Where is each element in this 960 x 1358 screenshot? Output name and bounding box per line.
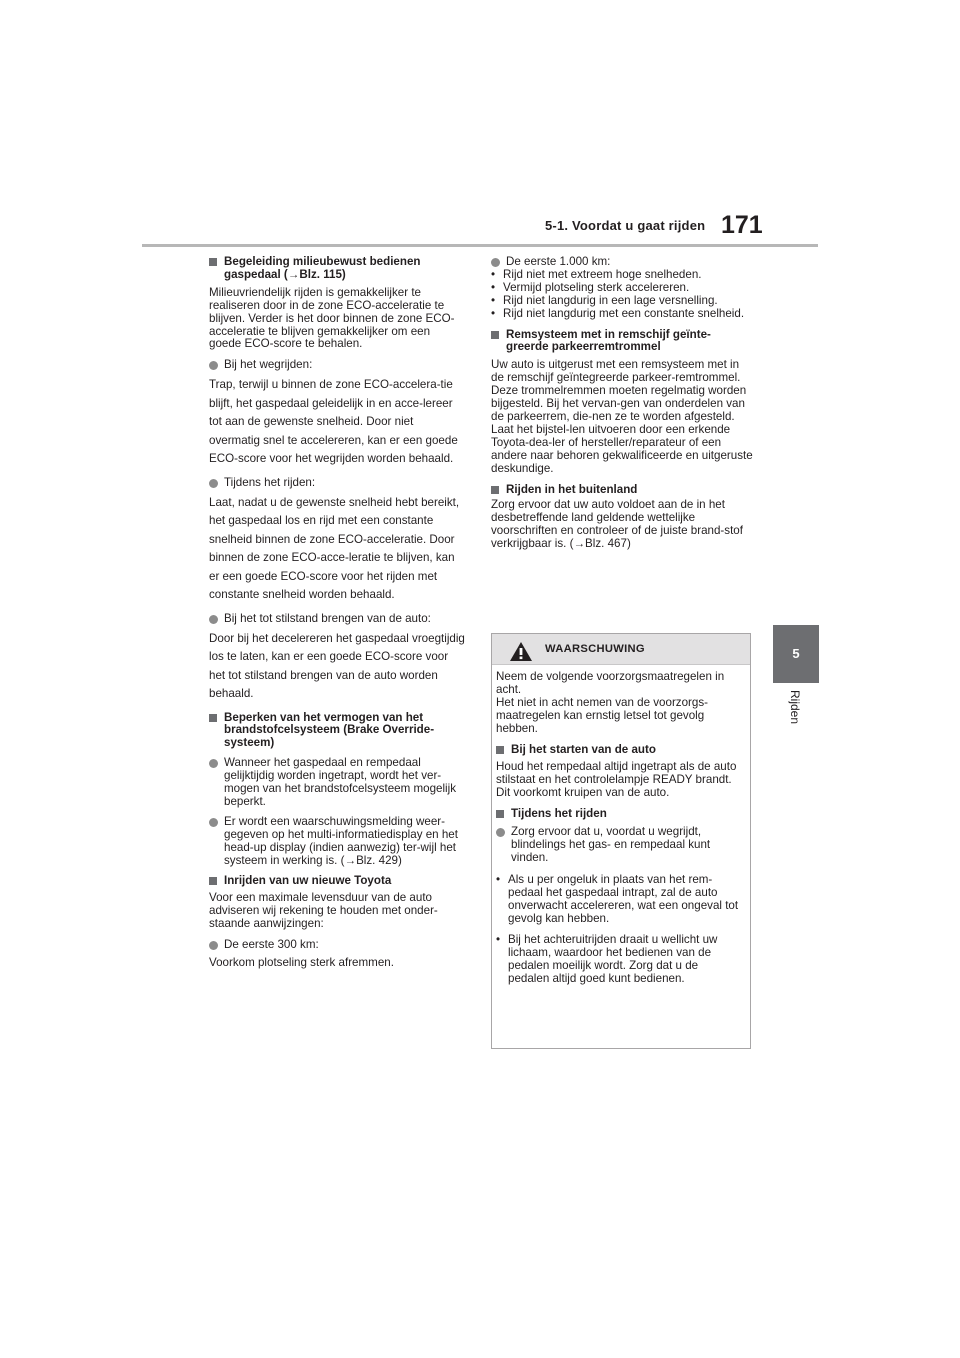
list-item: • Rijd niet met extreem hoge snelheden.	[491, 269, 753, 282]
bullet: Tijdens het rijden:	[209, 477, 465, 490]
paragraph: Voorkom plotseling sterk afremmen.	[209, 956, 394, 970]
paragraph: Door bij het decelereren het gaspedaal vroegtijdig los te laten, kan er een goede ECO-score voor het tot stilstand brengen van de auto worden behaald.	[209, 631, 465, 701]
bullet: Wanneer het gaspedaal en rempedaal gelijktijdig worden ingetrapt, wordt het ver-mogen van het brandstofcelsysteem mogelijk beperkt.	[209, 757, 465, 809]
heading-starting: Bij het starten van de auto	[496, 744, 742, 757]
list-item: • Rijd niet langdurig met een constante snelheid.	[491, 308, 753, 321]
bullet: Bij het tot stilstand brengen van de auto:	[209, 613, 465, 626]
paragraph: Zorg ervoor dat uw auto voldoet aan de in het desbetreffende land geldende wettelijke voorschriften en controleer of de juiste brand-stof verkrijgbaar is. (→Blz. 467)	[491, 498, 743, 551]
warning-triangle-icon	[509, 641, 533, 662]
heading-driving: Tijdens het rijden	[496, 808, 742, 821]
warning-title: WAARSCHUWING	[545, 643, 645, 655]
list-item: • Vermijd plotseling sterk accelereren.	[491, 282, 753, 295]
paragraph: Voor een maximale levensduur van de auto adviseren wij rekening te houden met onder-staande aanwijzingen:	[209, 891, 438, 931]
paragraph: Milieuvriendelijk rijden is gemakkelijker te realiseren door in de zone ECO-acceleratie te blijven. Verder is het door binnen de zone ECO-acceleratie te blijven gemakkelijker om een goede ECO-score te behalen.	[209, 285, 455, 351]
page-number: 171	[721, 211, 763, 239]
bullet: Bij het wegrijden:	[209, 359, 465, 372]
list-item: • Rijd niet langdurig in een lage versnelling.	[491, 295, 753, 308]
bullet: Er wordt een waarschuwingsmelding weer-gegeven op het multi-informatiedisplay en het head-up display (indien aanwezig) ter-wijl het systeem in werking is. (→Blz. 429)	[209, 816, 465, 868]
paragraph: Laat, nadat u de gewenste snelheid hebt bereikt, het gaspedaal los en rijd met een constante snelheid binnen de zone ECO-acceleratie. Door binnen de zone ECO-acce-leratie te blijven, kan er een goede ECO-score voor het rijden met constante snelheid worden behaald.	[209, 495, 460, 602]
chapter-tab[interactable]: 5	[773, 625, 819, 683]
heading-break-in: Inrijden van uw nieuwe Toyota	[209, 875, 465, 888]
paragraph: Neem de volgende voorzorgsmaatregelen in acht.	[496, 670, 725, 696]
left-column	[209, 256, 465, 973]
paragraph: Uw auto is uitgerust met een remsysteem met in de remschijf geïntegreerde parkeer-remtrommel. Deze trommelremmen moeten regelmatig worden bijgesteld. Bij het vervan-gen van onderdelen van de parkeerrem, die-nen ze te worden afgesteld. Laat het bijstel-len uitvoeren door een erkende Toyota-dea-ler of hersteller/reparateur of een andere naar behoren gekwalificeerde en uitgeruste deskundige.	[491, 358, 753, 475]
bullet: Zorg ervoor dat u, voordat u wegrijdt, blindelings het gas- en rempedaal kunt vinden.	[496, 826, 742, 865]
list-item: • Als u per ongeluk in plaats van het rem-pedaal het gaspedaal intrapt, zal de auto onverwacht accelereren, wat een ongeval tot gevolg kan hebben.	[496, 874, 742, 926]
chapter-tab-label: Rijden	[788, 690, 802, 725]
warning-box	[491, 633, 751, 1049]
warning-content	[492, 665, 742, 986]
paragraph: Het niet in acht nemen van de voorzorgs-maatregelen kan ernstig letsel tot gevolg hebben.	[496, 695, 709, 735]
heading-brake-override: Beperken van het vermogen van het brandstofcelsysteem (Brake Override-systeem)	[209, 712, 465, 751]
bullet: De eerste 300 km:	[209, 939, 465, 952]
heading-eco-guidance: Begeleiding milieubewust bedienen gaspedaal (→Blz. 115)	[209, 256, 465, 282]
heading-drum-brake: Remsysteem met in remschijf geïnte-greerde parkeerremtrommel	[491, 329, 753, 355]
section-title: 5-1. Voordat u gaat rijden	[545, 218, 706, 233]
right-column	[491, 256, 753, 551]
header-rule	[142, 244, 818, 247]
warning-header	[492, 634, 750, 665]
paragraph: Houd het rempedaal altijd ingetrapt als de auto stilstaat en het controlelampje READY brandt. Dit voorkomt kruipen van de auto.	[496, 760, 737, 800]
list-item: • Bij het achteruitrijden draait u wellicht uw lichaam, waardoor het bedienen van de pedalen moeilijk wordt. Zorg dat u de pedalen altijd goed kunt bedienen.	[496, 934, 742, 986]
bullet: De eerste 1.000 km:	[491, 256, 753, 269]
heading-abroad: Rijden in het buitenland	[491, 484, 753, 497]
paragraph: Trap, terwijl u binnen de zone ECO-accelera-tie blijft, het gaspedaal geleidelijk in en acce-lereer tot aan de gewenste snelheid. Door niet overmatig snel te accelereren, kan er een goede ECO-score voor het wegrijden worden behaald.	[209, 378, 458, 466]
